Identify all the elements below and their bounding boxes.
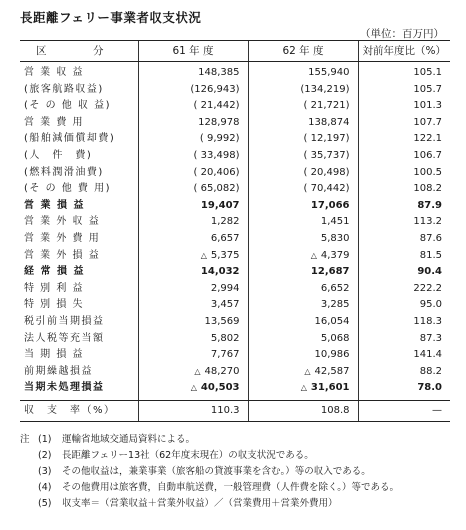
table-row	[20, 264, 450, 281]
value-ratio: 100.5	[358, 165, 450, 182]
value-fy61	[138, 264, 248, 281]
value-text: ( 70,442)	[303, 183, 350, 195]
note-item	[20, 496, 450, 512]
value-ratio: 88.2	[358, 364, 450, 381]
value-text: 13,569	[204, 315, 240, 327]
row-label: 営 業 外 損 益	[24, 249, 101, 261]
value-text: ( 33,498)	[193, 149, 240, 161]
negative-mark: △	[310, 250, 317, 260]
value-text: 2,994	[210, 282, 240, 294]
value-fy62	[248, 214, 358, 231]
row-label: 経 常 損 益	[24, 266, 85, 278]
value-text: ( 65,082)	[193, 183, 240, 195]
table-row	[20, 364, 450, 381]
value-text: 10,986	[314, 349, 350, 361]
table-row	[20, 331, 450, 348]
value-fy62	[248, 148, 358, 165]
header-category: 区 分	[20, 41, 138, 62]
value-fy62	[248, 62, 358, 82]
value-fy61	[138, 214, 248, 231]
table-row	[20, 231, 450, 248]
row-label: 営 業 収 益	[24, 67, 85, 78]
value-ratio: 87.9	[358, 198, 450, 215]
value-text: 42,587	[314, 365, 350, 377]
table-row	[20, 148, 450, 165]
value-fy61	[138, 198, 248, 215]
value-ratio: 105.1	[358, 62, 450, 82]
table-row	[20, 281, 450, 298]
note-index: (3)	[38, 466, 52, 477]
value-fy61	[138, 248, 248, 265]
value-fy61	[138, 231, 248, 248]
note-text: 長距離フェリー13社（62年度末現在）の収支状況である。	[62, 450, 314, 461]
table-row	[20, 380, 450, 400]
value-ratio: 113.2	[358, 214, 450, 231]
value-text: ( 12,197)	[303, 133, 350, 145]
value-fy62	[248, 248, 358, 265]
table-row	[20, 347, 450, 364]
value-text: 5,068	[320, 332, 350, 344]
value-ratio: 95.0	[358, 297, 450, 314]
row-label: 特 別 損 失	[24, 299, 85, 311]
value-text: 4,379	[320, 249, 350, 261]
value-fy61	[138, 380, 248, 400]
row-label: 法人税等充当額	[24, 332, 105, 344]
value-text: 31,601	[310, 382, 350, 394]
header-row	[20, 41, 450, 62]
value-text: 1,282	[210, 216, 240, 228]
value-fy61	[138, 331, 248, 348]
note-index: (5)	[38, 498, 52, 509]
header-fy62: 62 年 度	[248, 41, 358, 62]
note-label	[20, 448, 38, 464]
negative-mark: △	[194, 366, 201, 376]
value-fy62	[248, 364, 358, 381]
note-text: その他費用は旅客費，自動車航送費，一般管理費（人件費を除く。）等である。	[62, 482, 400, 493]
value-text: 48,270	[204, 365, 240, 377]
value-text: 138,874	[308, 116, 350, 128]
value-text: ( 20,406)	[193, 166, 240, 178]
value-ratio: 78.0	[358, 380, 450, 400]
note-item	[20, 448, 450, 464]
rate-ratio: —	[358, 400, 450, 421]
negative-mark: △	[304, 366, 311, 376]
row-label: 営 業 損 益	[24, 199, 85, 211]
row-label: (旅客航路収益)	[24, 83, 104, 95]
note-index: (4)	[38, 482, 52, 493]
table-row	[20, 214, 450, 231]
negative-mark: △	[190, 383, 197, 393]
table-row	[20, 248, 450, 265]
row-label: 前期繰越損益	[24, 365, 93, 377]
table-body	[20, 62, 450, 422]
table-row	[20, 181, 450, 198]
value-fy61	[138, 131, 248, 148]
value-text: ( 9,992)	[199, 133, 240, 145]
value-ratio: 122.1	[358, 131, 450, 148]
value-ratio: 141.4	[358, 347, 450, 364]
value-text: 155,940	[308, 67, 350, 78]
value-fy62	[248, 198, 358, 215]
value-ratio: 87.3	[358, 331, 450, 348]
value-fy62	[248, 380, 358, 400]
note-item	[20, 480, 450, 496]
note-text: 収支率＝（営業収益＋営業外収益）／（営業費用＋営業外費用）	[62, 498, 338, 509]
note-label	[20, 480, 38, 496]
value-fy62	[248, 82, 358, 99]
value-fy61	[138, 364, 248, 381]
value-ratio: 101.3	[358, 98, 450, 115]
value-fy61	[138, 181, 248, 198]
negative-mark: △	[200, 250, 207, 260]
rate-fy61: 110.3	[138, 400, 248, 421]
value-ratio: 87.6	[358, 231, 450, 248]
table-row	[20, 314, 450, 331]
note-text: 運輸省地域交通局資料による。	[62, 434, 196, 445]
value-text: ( 20,498)	[303, 166, 350, 178]
row-label: (人 件 費)	[24, 149, 93, 161]
balance-rate-row	[20, 400, 450, 421]
value-fy61	[138, 165, 248, 182]
value-fy61	[138, 297, 248, 314]
value-text: 40,503	[200, 382, 240, 394]
value-text: ( 35,737)	[303, 149, 350, 161]
note-item	[20, 464, 450, 480]
value-text: 1,451	[320, 216, 350, 228]
value-text: ( 21,442)	[193, 100, 240, 112]
value-fy61	[138, 62, 248, 82]
value-fy62	[248, 264, 358, 281]
value-text: 148,385	[198, 67, 240, 78]
value-fy62	[248, 165, 358, 182]
table-title: 長距離フェリー事業者収支状況	[20, 10, 202, 25]
finance-table	[20, 40, 450, 422]
row-label: (船舶減価償却費)	[24, 133, 116, 145]
note-label: 注	[20, 434, 30, 445]
table-row	[20, 297, 450, 314]
value-fy62	[248, 181, 358, 198]
table-row	[20, 82, 450, 99]
value-fy62	[248, 347, 358, 364]
value-fy62	[248, 297, 358, 314]
value-fy62	[248, 331, 358, 348]
header-fy61: 61 年 度	[138, 41, 248, 62]
value-ratio: 107.7	[358, 115, 450, 132]
value-text: 6,657	[210, 232, 240, 244]
table-row	[20, 165, 450, 182]
value-fy62	[248, 314, 358, 331]
value-fy61	[138, 347, 248, 364]
unit-label: （単位：百万円）	[360, 28, 444, 40]
row-label: (そ の 他 収 益)	[24, 100, 112, 112]
note-label	[20, 464, 38, 480]
value-fy62	[248, 231, 358, 248]
value-fy62	[248, 98, 358, 115]
row-label: 税引前当期損益	[24, 315, 105, 327]
row-label: 営 業 外 収 益	[24, 216, 101, 228]
value-fy62	[248, 115, 358, 132]
table-row	[20, 198, 450, 215]
value-fy61	[138, 98, 248, 115]
value-text: 3,285	[320, 299, 350, 311]
value-fy61	[138, 148, 248, 165]
value-text: 17,066	[310, 199, 350, 211]
note-index: (1)	[38, 434, 52, 445]
value-fy61	[138, 314, 248, 331]
row-label: 営 業 費 用	[24, 116, 85, 128]
note-text: その他収益は，兼業事業（旅客船の貸渡事業を含む。）等の収入である。	[62, 466, 371, 477]
negative-mark: △	[300, 383, 307, 393]
value-text: 14,032	[200, 266, 240, 278]
value-text: 12,687	[310, 266, 350, 278]
value-fy62	[248, 131, 358, 148]
value-ratio: 81.5	[358, 248, 450, 265]
table-row	[20, 62, 450, 82]
value-ratio: 118.3	[358, 314, 450, 331]
value-text: ( 21,721)	[303, 100, 350, 112]
value-text: 128,978	[198, 116, 240, 128]
note-index: (2)	[38, 450, 52, 461]
value-fy62	[248, 281, 358, 298]
row-label: 営 業 外 費 用	[24, 232, 101, 244]
rate-fy62: 108.8	[248, 400, 358, 421]
header-ratio: 対前年度比（%）	[358, 41, 450, 62]
value-ratio: 106.7	[358, 148, 450, 165]
value-text: 6,652	[320, 282, 350, 294]
row-label: 特 別 利 益	[24, 282, 85, 294]
value-ratio: 222.2	[358, 281, 450, 298]
table-row	[20, 115, 450, 132]
row-label: (そ の 他 費 用)	[24, 183, 112, 195]
value-ratio: 105.7	[358, 82, 450, 99]
value-text: 3,457	[210, 299, 240, 311]
note-label	[20, 496, 38, 512]
row-label: 当 期 損 益	[24, 349, 85, 361]
table-row	[20, 131, 450, 148]
table-row	[20, 98, 450, 115]
value-fy61	[138, 115, 248, 132]
value-text: (126,943)	[190, 83, 240, 95]
notes-section	[20, 432, 450, 512]
note-item	[20, 432, 450, 448]
value-text: 5,802	[210, 332, 240, 344]
rate-label: 収 支 率（%）	[20, 400, 138, 421]
value-ratio: 108.2	[358, 181, 450, 198]
value-text: 5,830	[320, 232, 350, 244]
value-text: 5,375	[210, 249, 240, 261]
value-text: 19,407	[200, 199, 240, 211]
value-text: 7,767	[210, 349, 240, 361]
value-text: (134,219)	[300, 83, 350, 95]
value-ratio: 90.4	[358, 264, 450, 281]
value-text: 16,054	[314, 315, 350, 327]
row-label: 当期未処理損益	[20, 380, 138, 400]
value-fy61	[138, 281, 248, 298]
row-label: (燃料潤滑油費)	[24, 166, 104, 178]
value-fy61	[138, 82, 248, 99]
